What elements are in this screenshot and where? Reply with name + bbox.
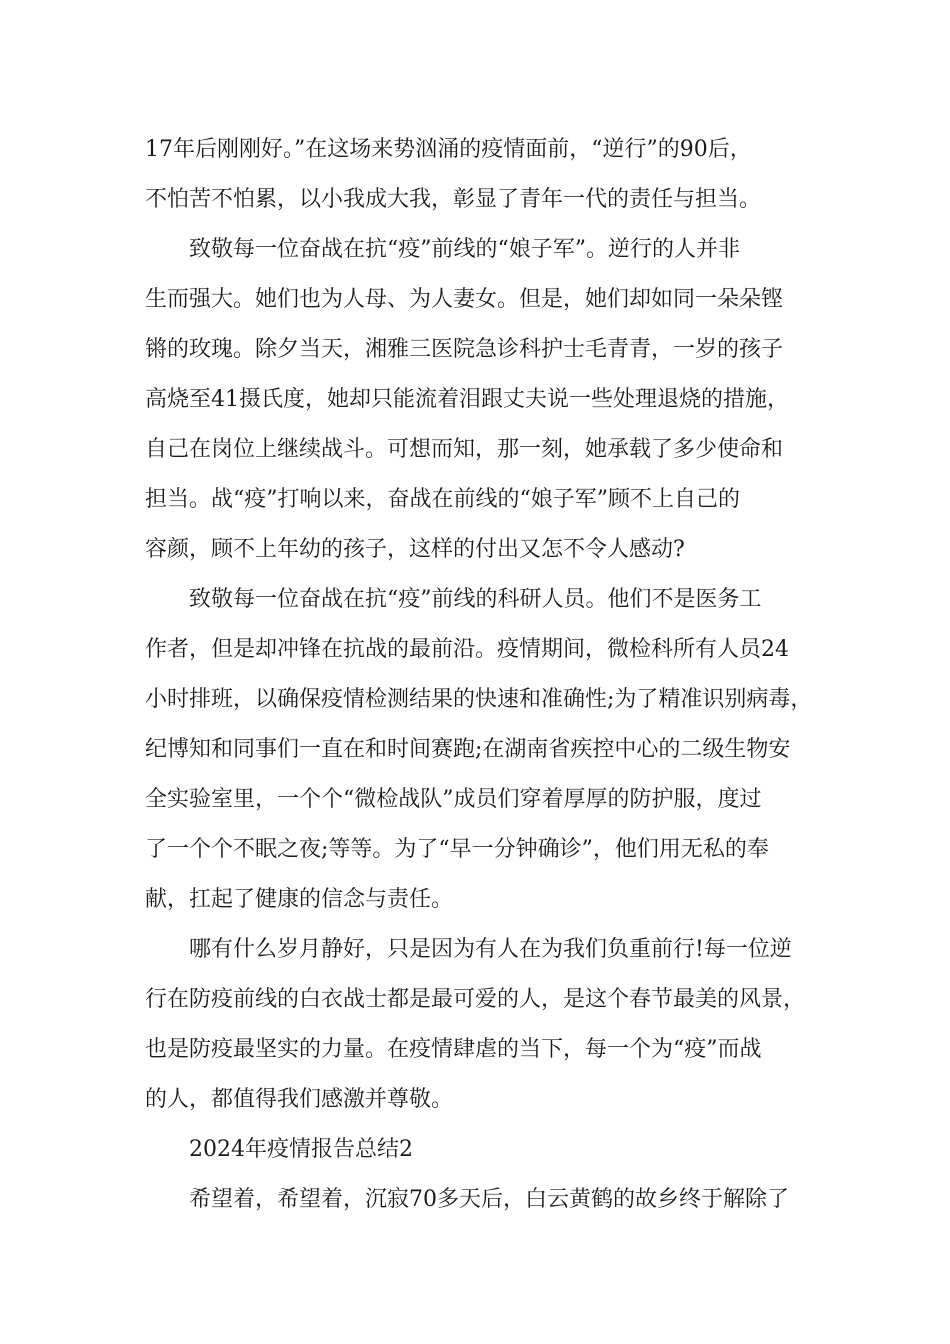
section-heading: 2024年疫情报告总结2: [189, 1137, 413, 1162]
text-line: 容颜，顾不上年幼的孩子，这样的付出又怎不令人感动?: [145, 537, 685, 562]
paragraph-start-line: 致敬每一位奋战在抗“疫”前线的科研人员。他们不是医务工: [189, 587, 762, 612]
text-line: 小时排班，以确保疫情检测结果的快速和准确性;为了精准识别病毒，: [145, 687, 813, 712]
text-line: 作者，但是却冲锋在抗战的最前沿。疫情期间，微检科所有人员24: [145, 637, 789, 662]
text-line: 的人，都值得我们感激并尊敬。: [145, 1087, 454, 1112]
text-line: 了一个个不眠之夜;等等。为了“早一分钟确诊”，他们用无私的奉: [145, 837, 769, 862]
text-line: 生而强大。她们也为人母、为人妻女。但是，她们却如同一朵朵铿: [145, 287, 784, 312]
paragraph-start-line: 致敬每一位奋战在抗“疫”前线的“娘子军”。逆行的人并非: [189, 237, 740, 262]
text-line: 也是防疫最坚实的力量。在疫情肆虐的当下，每一个为“疫”而战: [145, 1037, 762, 1062]
text-line: 纪博知和同事们一直在和时间赛跑;在湖南省疾控中心的二级生物安: [145, 737, 791, 762]
text-line: 全实验室里，一个个“微检战队”成员们穿着厚厚的防护服，度过: [145, 787, 762, 812]
text-line: 17年后刚刚好。”在这场来势汹涌的疫情面前，“逆行”的90后，: [145, 137, 752, 162]
text-line: 担当。战“疫”打响以来，奋战在前线的“娘子军”顾不上自己的: [145, 487, 740, 512]
paragraph-start-line: 希望着，希望着，沉寂70多天后，白云黄鹤的故乡终于解除了: [189, 1187, 789, 1212]
text-line: 行在防疫前线的白衣战士都是最可爱的人，是这个春节最美的风景，: [145, 987, 806, 1012]
text-line: 锵的玫瑰。除夕当天，湘雅三医院急诊科护士毛青青，一岁的孩子: [145, 337, 784, 362]
text-line: 献，扛起了健康的信念与责任。: [145, 887, 454, 912]
text-line: 高烧至41摄氏度，她却只能流着泪跟丈夫说一些处理退烧的措施，: [145, 387, 789, 412]
text-line: 不怕苦不怕累，以小我成大我，彰显了青年一代的责任与担当。: [145, 187, 762, 212]
text-line: 自己在岗位上继续战斗。可想而知，那一刻，她承载了多少使命和: [145, 437, 784, 462]
paragraph-start-line: 哪有什么岁月静好，只是因为有人在为我们负重前行!每一位逆: [189, 937, 792, 962]
